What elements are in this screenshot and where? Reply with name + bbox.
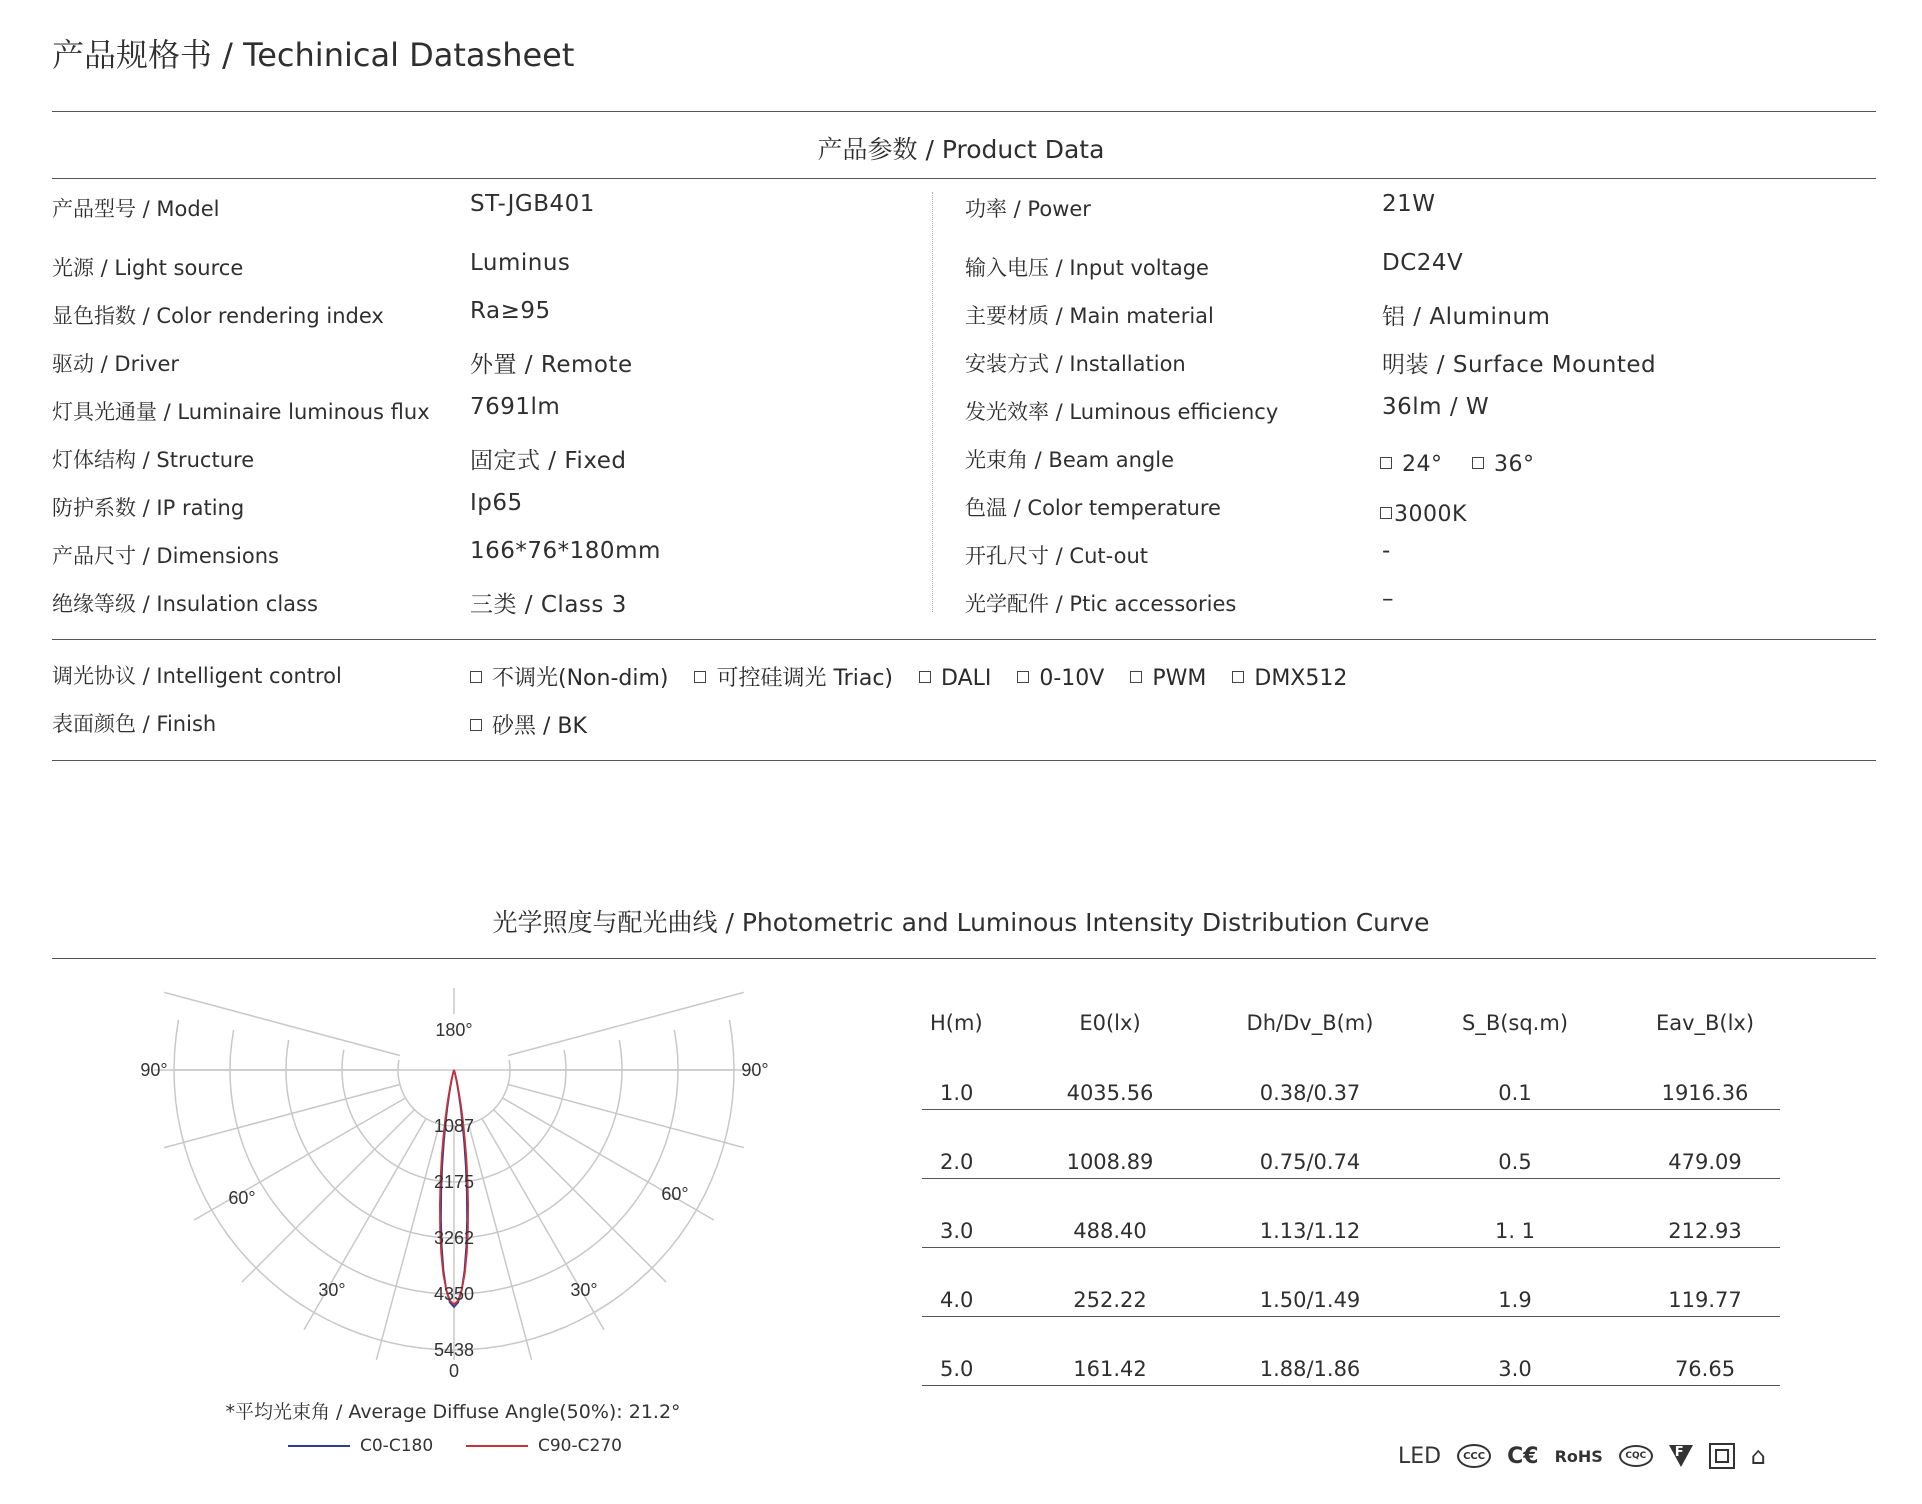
table-cell: 119.77 <box>1630 1248 1780 1317</box>
table-cell: 5.0 <box>922 1317 1000 1386</box>
spec-label: 显色指数 / Color rendering index <box>52 304 384 328</box>
spec-label: 产品型号 / Model <box>52 197 220 221</box>
beam-angle-24: 24° <box>1402 452 1443 477</box>
photometric-table <box>922 1005 1780 1386</box>
polar-radial-line <box>508 992 744 1055</box>
control-option[interactable] <box>1232 666 1347 691</box>
checkbox-icon[interactable] <box>1232 671 1244 683</box>
table-row <box>922 1041 1780 1110</box>
ring-label: 2175 <box>433 1172 475 1192</box>
polar-radial-line <box>494 1110 666 1283</box>
table-cell: 1008.89 <box>1000 1110 1220 1179</box>
rohs-icon: RoHS <box>1554 1446 1603 1466</box>
angle-label-180: 180° <box>435 1020 473 1040</box>
angle-label-90-right: 90° <box>741 1060 769 1080</box>
spec-value: - <box>1382 538 1391 564</box>
table-row <box>922 1179 1780 1248</box>
legend-line-blue <box>288 1445 350 1447</box>
table-cell: 76.65 <box>1630 1317 1780 1386</box>
spec-label: 绝缘等级 / Insulation class <box>52 592 318 616</box>
spec-value: 铝 / Aluminum <box>1382 304 1551 330</box>
spec-label: 功率 / Power <box>965 197 1091 221</box>
legend-c0-label: C0-C180 <box>360 1436 434 1456</box>
checkbox-icon[interactable] <box>1380 457 1392 469</box>
spec-label: 灯体结构 / Structure <box>52 448 255 472</box>
table-cell: 1.88/1.86 <box>1220 1317 1400 1386</box>
checkbox-icon[interactable] <box>1017 671 1029 683</box>
spec-label: 主要材质 / Main material <box>965 304 1214 328</box>
beam-angle-caption: *平均光束角 / Average Diffuse Angle(50%): 21.2° <box>225 1401 681 1423</box>
ring-label: 1087 <box>433 1116 475 1136</box>
finish-option: 砂黑 / BK <box>492 714 587 739</box>
product-data-title: 产品参数 / Product Data <box>817 135 1105 164</box>
table-cell: 4.0 <box>922 1248 1000 1317</box>
f-mark-icon <box>1669 1445 1693 1467</box>
polar-radial-line <box>242 1110 415 1283</box>
finish-label: 表面颜色 / Finish <box>52 712 217 736</box>
table-cell: 1.13/1.12 <box>1220 1179 1400 1248</box>
table-cell: 1. 1 <box>1400 1179 1630 1248</box>
spec-value: ST-JGB401 <box>470 191 595 217</box>
legend-c0 <box>288 1436 433 1456</box>
angle-label-90-left: 90° <box>140 1060 168 1080</box>
beam-angle-36: 36° <box>1494 452 1535 477</box>
control-option-label: 可控硅调光 Triac) <box>716 666 894 691</box>
table-cell: 0.75/0.74 <box>1220 1110 1400 1179</box>
legend-c90 <box>466 1436 622 1456</box>
polar-radial-line <box>164 992 400 1055</box>
control-option[interactable] <box>694 661 893 692</box>
spec-label: 开孔尺寸 / Cut-out <box>965 544 1148 568</box>
control-option[interactable] <box>919 666 991 691</box>
cqc-icon: CQC <box>1619 1445 1653 1467</box>
divider <box>52 111 1876 112</box>
table-cell: 3.0 <box>922 1179 1000 1248</box>
control-option-label: 不调光(Non-dim) <box>492 666 669 691</box>
control-option-label: 0-10V <box>1039 666 1105 691</box>
spec-value: 固定式 / Fixed <box>470 448 627 474</box>
spec-label: 输入电压 / Input voltage <box>965 256 1209 280</box>
checkbox-icon[interactable] <box>919 671 931 683</box>
certification-marks <box>1398 1442 1766 1470</box>
legend-c90-label: C90-C270 <box>538 1436 622 1456</box>
table-cell: 161.42 <box>1000 1317 1220 1386</box>
ring-label: 3262 <box>433 1228 475 1248</box>
spec-value: 明装 / Surface Mounted <box>1382 352 1657 378</box>
legend-line-red <box>466 1445 528 1447</box>
table-cell: 0.38/0.37 <box>1220 1041 1400 1110</box>
f-mark-text: F <box>1674 1445 1684 1460</box>
table-cell: 212.93 <box>1630 1179 1780 1248</box>
column-header: E0(lx) <box>1079 1011 1141 1035</box>
angle-label-30-left: 30° <box>318 1280 346 1300</box>
checkbox-icon[interactable] <box>694 671 706 683</box>
divider <box>52 760 1876 761</box>
table-row <box>922 1248 1780 1317</box>
table-cell: 3.0 <box>1400 1317 1630 1386</box>
control-options <box>470 661 1373 692</box>
column-header: S_B(sq.m) <box>1461 1011 1569 1035</box>
control-label: 调光协议 / Intelligent control <box>52 664 342 688</box>
table-cell: 0.1 <box>1400 1041 1630 1110</box>
finish-options <box>470 709 613 740</box>
angle-label-0: 0 <box>448 1361 460 1380</box>
column-separator <box>932 192 933 612</box>
polar-radial-line <box>194 1098 405 1220</box>
spec-value: 21W <box>1382 191 1436 217</box>
table-cell: 0.5 <box>1400 1110 1630 1179</box>
spec-value: 7691lm <box>470 394 561 420</box>
divider <box>52 639 1876 640</box>
spec-value: Ra≥95 <box>470 298 551 324</box>
spec-label: 产品尺寸 / Dimensions <box>52 544 279 568</box>
checkbox-icon[interactable] <box>1130 671 1142 683</box>
led-mark: LED <box>1398 1443 1442 1469</box>
spec-value: 166*76*180mm <box>470 538 661 564</box>
table-row <box>922 1317 1780 1386</box>
divider <box>52 178 1876 179</box>
spec-label: 灯具光通量 / Luminaire luminous flux <box>52 400 430 424</box>
table-cell: 1916.36 <box>1630 1041 1780 1110</box>
checkbox-icon[interactable] <box>1380 507 1392 519</box>
spec-label: 光学配件 / Ptic accessories <box>965 592 1237 616</box>
ring-label: 4350 <box>433 1284 475 1304</box>
ccc-icon: CCC <box>1457 1444 1491 1468</box>
spec-value: 外置 / Remote <box>470 352 633 378</box>
checkbox-icon[interactable] <box>470 671 482 683</box>
table-header-row <box>922 1005 1780 1041</box>
spec-label: 发光效率 / Luminous efficiency <box>965 400 1279 424</box>
photometric-title: 光学照度与配光曲线 / Photometric and Luminous Intensity Distribution Curve <box>492 908 1430 937</box>
control-option-label: DALI <box>941 666 992 691</box>
spec-value: – <box>1382 586 1394 612</box>
divider <box>52 958 1876 959</box>
ring-label: 5438 <box>433 1340 475 1360</box>
spec-value: 三类 / Class 3 <box>470 592 627 618</box>
column-header: H(m) <box>930 1011 983 1035</box>
control-option-label: DMX512 <box>1254 666 1348 691</box>
spec-label: 驱动 / Driver <box>52 352 180 376</box>
table-cell: 2.0 <box>922 1110 1000 1179</box>
spec-value: Ip65 <box>470 490 523 516</box>
spec-label: 防护系数 / IP rating <box>52 496 245 520</box>
spec-value: Luminus <box>470 250 571 276</box>
spec-label: 色温 / Color temperature <box>965 496 1221 520</box>
table-cell: 488.40 <box>1000 1179 1220 1248</box>
class-ii-icon <box>1709 1443 1735 1469</box>
angle-label-30-right: 30° <box>570 1280 598 1300</box>
checkbox-icon[interactable] <box>470 719 482 731</box>
table-cell: 1.9 <box>1400 1248 1630 1317</box>
checkbox-icon[interactable] <box>1472 457 1484 469</box>
beam-angle-options <box>1380 452 1535 477</box>
spec-label: 安装方式 / Installation <box>965 352 1186 376</box>
control-option-label: PWM <box>1152 666 1207 691</box>
class-iii-icon: ⌂ <box>1750 1442 1767 1470</box>
spec-value: 36lm / W <box>1382 394 1490 420</box>
table-cell: 1.50/1.49 <box>1220 1248 1400 1317</box>
angle-label-60-left: 60° <box>228 1188 256 1208</box>
ce-icon: C€ <box>1507 1443 1539 1469</box>
spec-label: 光源 / Light source <box>52 256 244 280</box>
table-cell: 4035.56 <box>1000 1041 1220 1110</box>
spec-value: DC24V <box>1382 250 1464 276</box>
angle-label-60-right: 60° <box>661 1184 689 1204</box>
table-row <box>922 1110 1780 1179</box>
control-option[interactable] <box>1130 666 1206 691</box>
polar-distribution-chart <box>100 980 820 1380</box>
table-cell: 1.0 <box>922 1041 1000 1110</box>
control-option[interactable] <box>470 661 668 692</box>
column-header: Dh/Dv_B(m) <box>1246 1011 1374 1035</box>
color-temperature-3000k: 3000K <box>1394 502 1467 527</box>
page-title: 产品规格书 / Techinical Datasheet <box>52 36 575 74</box>
column-header: Eav_B(lx) <box>1655 1011 1755 1035</box>
table-cell: 252.22 <box>1000 1248 1220 1317</box>
table-cell: 479.09 <box>1630 1110 1780 1179</box>
color-temperature-option <box>1380 502 1467 527</box>
control-option[interactable] <box>1017 666 1104 691</box>
spec-label: 光束角 / Beam angle <box>965 448 1175 472</box>
